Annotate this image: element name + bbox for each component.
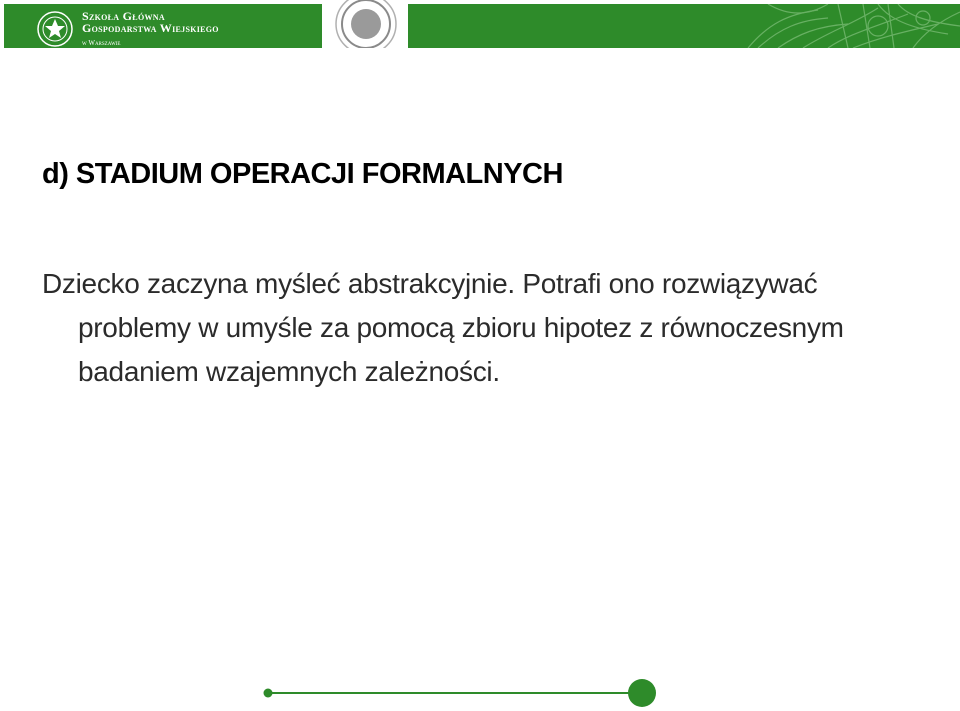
slide-body-text: Dziecko zaczyna myśleć abstrakcyjnie. Potrafi ono rozwiązywać problemy w umyśle za pomocą zbioru hipotez z równoczesnym badaniem wzajemnych zależności. xyxy=(42,268,844,387)
header-bar xyxy=(0,0,960,48)
university-name-line3: w Warszawie xyxy=(82,39,121,47)
header-band-left xyxy=(4,4,322,48)
circle-badge-icon xyxy=(334,0,398,48)
university-name xyxy=(82,10,219,48)
university-emblem-icon xyxy=(36,10,74,48)
slider-line-icon xyxy=(258,676,662,710)
slide-title: d) STADIUM OPERACJI FORMALNYCH xyxy=(42,158,563,190)
header-band-right xyxy=(408,4,960,48)
university-name-line1: Szkoła Główna xyxy=(82,9,165,23)
decorative-pattern-icon xyxy=(408,4,960,48)
university-name-line2: Gospodarstwa Wiejskiego xyxy=(82,21,219,35)
